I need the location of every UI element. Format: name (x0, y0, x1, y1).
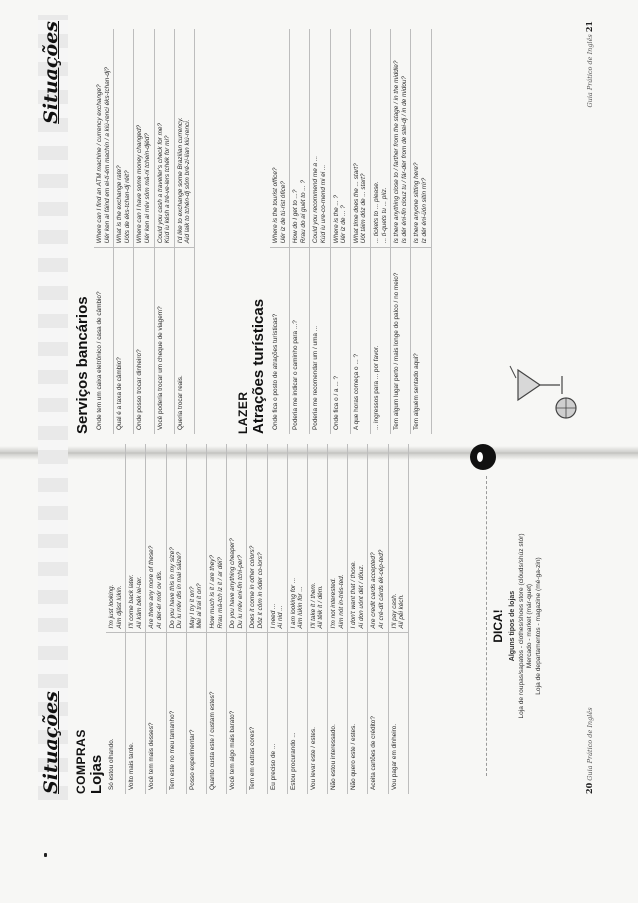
phrase-row (114, 29, 134, 434)
english-phrase: Where is the ... ? (332, 194, 340, 244)
phrase-row (247, 444, 267, 794)
pronunciation: Aid laik to tchén-dj sôm bré-zi-lian kiú-renci. (184, 119, 192, 244)
pronunciation: ... ti-quets tu ... plíz. (380, 187, 388, 244)
phrase-row (227, 444, 247, 794)
phrase-portuguese: Queria trocar reais. (174, 248, 194, 434)
phrase-english (247, 444, 267, 633)
phrase-portuguese: Tem algum lugar perto / mais longe do palco / no meio? (391, 248, 411, 434)
english-phrase: What time does the ... start? (352, 163, 360, 244)
phrase-row (166, 444, 186, 794)
page-compras (38, 430, 598, 800)
pronunciation: Uér iz de tú-rist ófice? (279, 181, 287, 244)
phrase-portuguese: Vou pagar em dinheiro. (388, 633, 408, 794)
phrase-portuguese: Volto mais tarde. (126, 633, 146, 794)
phrase-row (146, 444, 166, 794)
subsection-title: Lojas (88, 754, 105, 794)
section-title: COMPRAS (74, 729, 88, 794)
phrase-english (350, 29, 370, 248)
english-phrase: I'm not interested. (330, 577, 338, 629)
smiley-icon (470, 444, 496, 470)
phrase-row (370, 29, 390, 434)
tip-heading: Alguns tipos de lojas (509, 590, 516, 662)
phrase-portuguese: Poderia me indicar o caminho para ...? (290, 248, 310, 434)
english-phrase: I am looking for ... (289, 577, 297, 629)
phrase-portuguese: Qual é a taxa de câmbio? (114, 248, 134, 434)
phrase-portuguese: Tem este no meu tamanho? (166, 633, 186, 794)
pronunciation: Ail pêi kéch. (398, 594, 406, 629)
phrase-row (411, 29, 431, 434)
phrase-row (206, 444, 226, 794)
phrase-row (388, 444, 408, 794)
tip-title: DICA! (491, 609, 505, 643)
phrase-english (307, 444, 327, 633)
scan-speck (44, 853, 47, 857)
pronunciation: Rrau do ai guét to ... ? (299, 179, 307, 244)
pronunciation: Aim djâst lúkin. (115, 585, 123, 629)
phrase-portuguese: Posso experimentar? (186, 633, 206, 794)
english-phrase: Do you have anything cheaper? (229, 538, 237, 629)
english-phrase: I'd like to exchange some Brazilian currency. (176, 117, 184, 244)
phrase-portuguese: Tem em outras cores? (247, 633, 267, 794)
phrase-row (154, 29, 174, 434)
phrase-portuguese: Só estou olhando. (106, 633, 126, 794)
english-phrase: Where can I have some money changed? (136, 124, 144, 244)
english-phrase: Is there anything close to / farther from the stage / in the middle? (393, 60, 401, 244)
pronunciation: Du iu rrév eni-fin tchi-per? (236, 554, 244, 629)
phrase-portuguese: Aceita cartões de crédito? (368, 633, 388, 794)
page-footer (584, 707, 594, 794)
phrase-row (94, 29, 114, 434)
phrase-portuguese: Não estou interessado. (328, 633, 348, 794)
pronunciation: Uót táim dóz de ... start? (360, 173, 368, 244)
phrase-english (227, 444, 247, 633)
phrase-english (267, 444, 287, 633)
phrase-portuguese: Você tem mais desses? (146, 633, 166, 794)
phrase-portuguese: Onde tem um caixa eletrônico / casa de câmbio? (94, 248, 114, 434)
english-phrase: Does it come in other colors? (249, 545, 257, 629)
pronunciation: Aim lúkin for ... (297, 586, 305, 629)
phrase-english (310, 29, 330, 248)
pronunciation: Uér ken ai rrév sôm mâ-ni tchein-djéd? (143, 133, 151, 244)
phrase-english (287, 444, 307, 633)
english-phrase: Could you recommend me a ... (312, 155, 320, 244)
phrase-english (370, 29, 390, 248)
pronunciation: Kúd iu késh a tré-ve-lers tchék for mi? (164, 135, 172, 244)
phrase-english (186, 444, 206, 633)
english-phrase: ... tickets to ... please. (372, 181, 380, 244)
phrase-portuguese: Você tem algo mais barato? (227, 633, 247, 794)
pronunciation: Dôz it côm in óder co-lors? (256, 552, 264, 629)
page-banner-title: Situações (40, 21, 62, 124)
page-banner-title: Situações (40, 691, 62, 794)
section-title: LAZER (236, 391, 250, 434)
pronunciation: Ail kâm bék lei-ter. (135, 576, 143, 629)
page-number: 20 (584, 782, 594, 794)
phrase-portuguese: Você poderia trocar um cheque de viagem? (154, 248, 174, 434)
tip-box (486, 476, 587, 776)
subsection-title: Atrações turísticas (250, 298, 267, 434)
phrase-english (290, 29, 310, 248)
phrase-english (94, 29, 114, 248)
cocktail-chair-illustration (508, 350, 588, 430)
english-phrase: I'll come back later. (128, 574, 136, 629)
phrase-english (114, 29, 134, 248)
pronunciation: Kúd iu ure-co-mend mi ei ... (319, 164, 327, 244)
phrase-english (126, 444, 146, 633)
english-phrase: Where can I find an ATM machine / currency exchange? (96, 84, 103, 244)
pronunciation: Uér iz de ... ? (340, 205, 348, 244)
phrase-row (287, 444, 307, 794)
pronunciation: Iz dér éni-üón sitin rrir? (420, 177, 428, 244)
pronunciation: Is dér éni-fin clouz tu / fár-der from de stei-dj / in de midou? (400, 76, 408, 244)
phrase-english (391, 29, 411, 248)
phrase-english (328, 444, 348, 633)
pronunciation: Du iu rrév dis in mai sáize? (176, 551, 184, 629)
phrase-english (146, 444, 166, 633)
phrase-english (411, 29, 431, 248)
phrase-row (330, 29, 350, 434)
phrase-english (134, 29, 154, 248)
tip-line: Loja de departamentos - magazine (mé-ga-zin) (534, 557, 542, 695)
pronunciation: Mei ai trai it on? (196, 583, 204, 629)
pronunciation: Ail têik it / dém. (317, 585, 325, 629)
pronunciation: Uér ken ai fáind em ei-ti-ém machín / a kiú-renci éks-tchan-dj? (103, 67, 111, 244)
pronunciation: Ar cré-dit cárds ék-cép-ted? (378, 549, 386, 629)
phrase-portuguese: Não quero este / estes. (348, 633, 368, 794)
phrase-english (368, 444, 388, 633)
pronunciation: Ai don uónt dét / dôuz. (357, 564, 365, 629)
phrase-portuguese: Onde fica o posto de atrações turísticas? (270, 248, 290, 434)
english-phrase: I'm just looking. (108, 584, 115, 629)
english-phrase: I'll pay cash. (390, 593, 398, 629)
phrase-row (350, 29, 370, 434)
page-servicos-lazer (38, 15, 598, 440)
phrase-row (134, 29, 154, 434)
english-phrase: What is the exchange rate? (116, 165, 124, 244)
phrase-english (388, 444, 408, 633)
phrase-portuguese: Poderia me recomendar um / uma ... (310, 248, 330, 434)
section-title: Serviços bancários (74, 296, 91, 434)
phrase-english (270, 29, 290, 248)
phrase-english (166, 444, 186, 633)
phrase-row (307, 444, 327, 794)
pronunciation: Ai nid ... (277, 605, 285, 629)
english-phrase: May I try it on? (188, 586, 196, 629)
footer-title: Guia Prático de Inglês (586, 707, 594, 781)
english-phrase: Are there any more of these? (148, 545, 156, 629)
phrase-english (348, 444, 368, 633)
english-phrase: I don't want that / those. (350, 560, 358, 629)
english-phrase: I'll take it / them. (309, 582, 317, 629)
english-phrase: Where is the tourist office? (272, 167, 279, 244)
phrase-row (290, 29, 310, 434)
english-phrase: How much is it / are they? (208, 554, 216, 629)
pronunciation: Aim nót in-trés-ted. (337, 574, 345, 629)
tip-body (509, 476, 543, 776)
phrase-row (186, 444, 206, 794)
footer-title: Guia Prático de Inglês (586, 34, 594, 108)
page-footer (584, 21, 594, 108)
phrase-english (174, 29, 194, 248)
phrase-row (106, 444, 126, 794)
phrase-table-lojas (106, 444, 409, 794)
phrase-portuguese: Onde fica o / a ... ? (330, 248, 350, 434)
phrase-english (330, 29, 350, 248)
pronunciation: Uóts de éks-tchan-dj réit? (123, 170, 131, 244)
tip-line: Loja de roupas/sapatos - clothes/shoes store (clôuds/shúz stór) (517, 533, 525, 719)
english-phrase: Are credit cards accepted? (370, 552, 378, 629)
english-phrase: Could you cash a traveller's check for me? (156, 122, 164, 244)
phrase-portuguese: Tem alguém sentado aqui? (411, 248, 431, 434)
phrase-row (174, 29, 194, 434)
phrase-portuguese: Estou procurando ... (287, 633, 307, 794)
phrase-portuguese: Onde posso trocar dinheiro? (134, 248, 154, 434)
phrase-table-servicos (94, 29, 195, 434)
phrase-portuguese: Vou levar este / estes. (307, 633, 327, 794)
phrase-english (154, 29, 174, 248)
phrase-english (206, 444, 226, 633)
phrase-row (270, 29, 290, 434)
phrase-row (267, 444, 287, 794)
phrase-table-atracoes (270, 29, 432, 434)
tip-line: Mercado - market (már-quet) (526, 583, 534, 669)
phrase-portuguese: A que horas começa o ... ? (350, 248, 370, 434)
phrase-portuguese: Quanto custa este / custam estes? (206, 633, 226, 794)
phrase-english (106, 444, 126, 633)
phrase-row (310, 29, 330, 434)
phrase-row (368, 444, 388, 794)
page-number: 21 (584, 21, 594, 33)
phrase-row (328, 444, 348, 794)
english-phrase: Is there anyone sitting here? (413, 162, 421, 244)
pronunciation: Rrau mâ-tch iz it / ar déi? (216, 557, 224, 629)
pronunciation: Ar der-ér mór ov dis. (155, 570, 163, 629)
phrase-row (391, 29, 411, 434)
phrase-row (126, 444, 146, 794)
phrase-row (348, 444, 368, 794)
english-phrase: How do I get to ...? (292, 189, 300, 244)
phrase-portuguese: Eu preciso de ... (267, 633, 287, 794)
phrase-portuguese: ... ingressos para ... por favor. (370, 248, 390, 434)
english-phrase: I need ... (269, 603, 277, 629)
english-phrase: Do you have this in my size? (168, 547, 176, 629)
